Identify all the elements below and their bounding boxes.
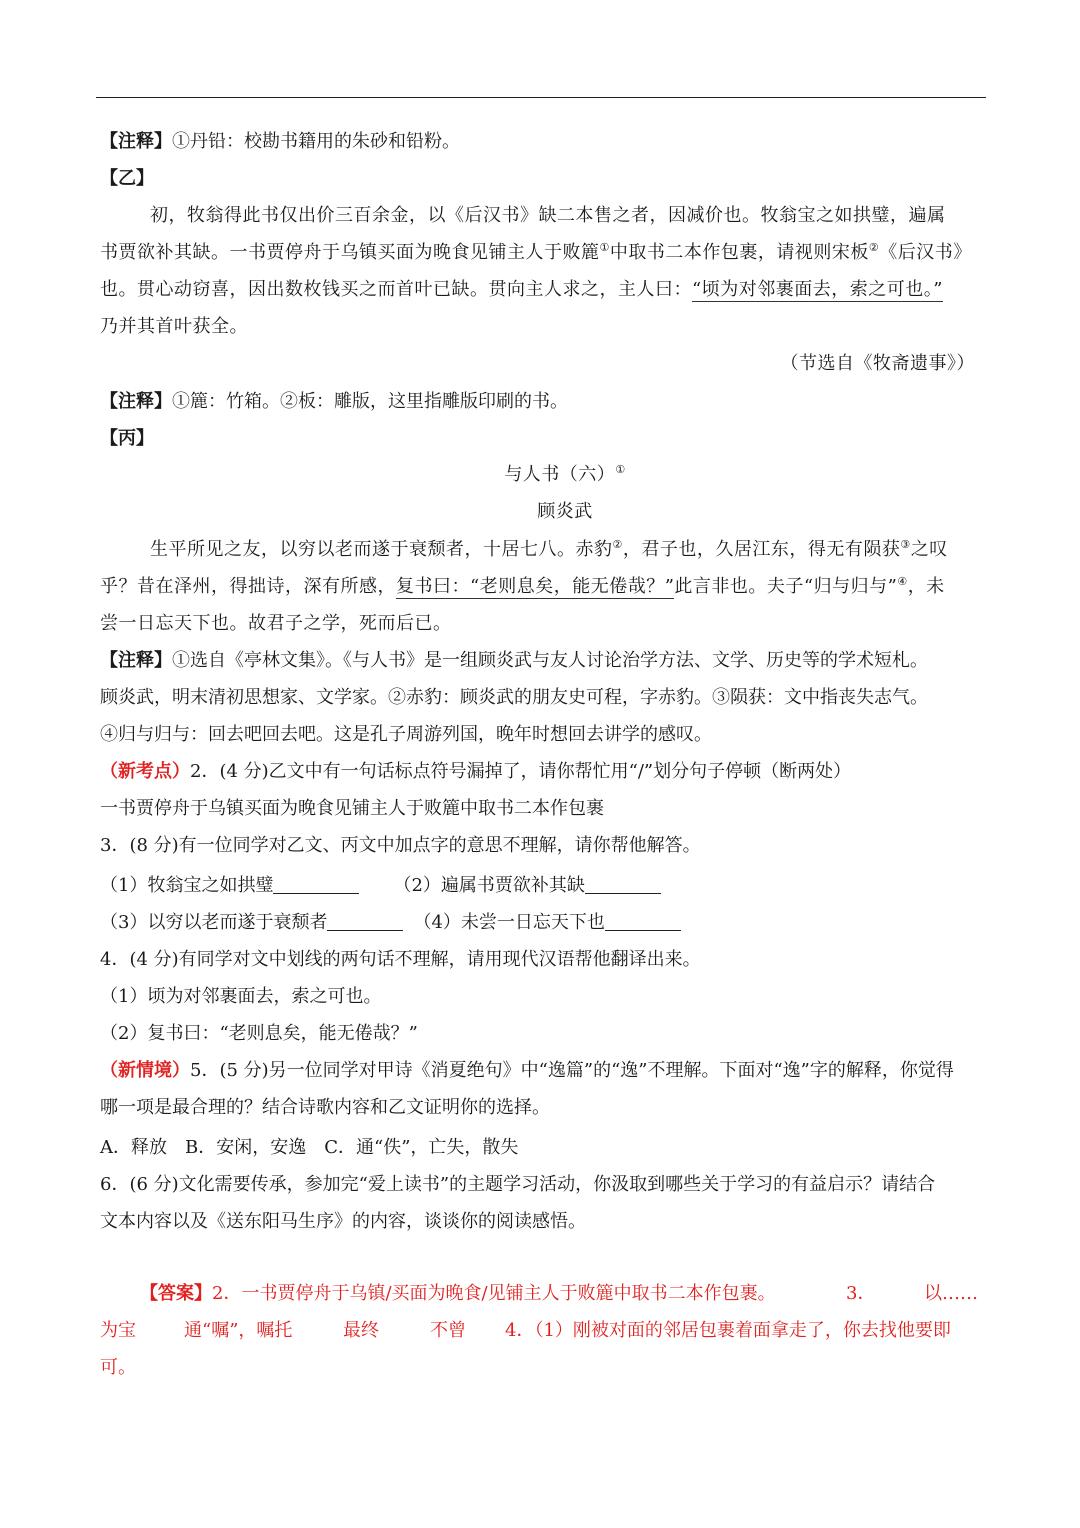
yi-source: （节选自《牧斋遗事》） (780, 353, 975, 374)
answer-item-d: 不曾 (430, 1320, 466, 1341)
question-2: （新考点）2．(4 分)乙文中有一句话标点符号漏掉了，请你帮忙用“/”划分句子停顿（断两处） (100, 761, 852, 782)
question-2-sentence: 一书贾停舟于乌镇买面为晚食见铺主人于败簏中取书二本作包裹 (100, 798, 604, 819)
note3-line1: 【注释】①选自《亭林文集》。《与人书》是一组顾炎武与友人讨论治学方法、文学、历史等的学术短札。 (100, 650, 928, 671)
new-point-tag: （新考点） (100, 761, 190, 782)
underlined-sentence-2: 复书曰：“老则息矣，能无倦哉？” (396, 576, 675, 597)
answer-blank[interactable] (605, 912, 681, 931)
answer-line1: 【答案】2．一书贾停舟于乌镇/买面为晚食/见铺主人于败簏中取书二本作包裹。 (140, 1283, 776, 1304)
underlined-sentence-1: “顷为对邻裹面去，索之可也。” (692, 279, 943, 300)
question-4-item1: （1）顷为对邻裹面去，索之可也。 (100, 986, 382, 1007)
yi-line3: 也。贯心动窃喜，因出数枚钱买之而首叶已缺。贯向主人求之，主人曰：“顷为对邻裹面去，索之可也。” (100, 279, 943, 300)
question-5-options: A．释放 B．安闲，安逸 C．通“佚”，亡失，散失 (100, 1137, 519, 1158)
note2: 【注释】①簏：竹箱。②板：雕版，这里指雕版印刷的书。 (100, 391, 568, 412)
question-3-row1: （1）牧翁宝之如拱璧 （2）遍属书贾欲补其缺 (100, 874, 661, 898)
bing-line3: 尝一日忘天下也。故君子之学，死而后已。 (100, 613, 452, 634)
question-5: （新情境）5．(5 分)另一位同学对甲诗《消夏绝句》中“逸篇”的“逸”不理解。下面对“逸”字的解释，你觉得 (100, 1060, 954, 1081)
answer-q3-label: 3． (846, 1283, 876, 1304)
question-3-row2: （3）以穷以老而遂于衰颓者 （4）未尝一日忘天下也 (100, 911, 681, 935)
bing-line1: 生平所见之友，以穷以老而遂于衰颓者，十居七八。赤豹②，君子也，久居江东，得无有陨获③之叹 (150, 538, 948, 560)
bing-heading: 【丙】 (100, 428, 154, 449)
answer-q3-part: 以…… (924, 1283, 978, 1304)
note3-line2: 顾炎武，明末清初思想家、文学家。②赤豹：顾炎武的朋友史可程，字赤豹。③陨获：文中指丧失志气。 (100, 687, 928, 708)
bing-title: 与人书（六）① (504, 463, 626, 485)
question-5-line2: 哪一项是最合理的？结合诗歌内容和乙文证明你的选择。 (100, 1097, 550, 1118)
question-6-line2: 文本内容以及《送东阳马生序》的内容，谈谈你的阅读感悟。 (100, 1211, 586, 1232)
yi-line1: 初，牧翁得此书仅出价三百余金，以《后汉书》缺二本售之者，因减价也。牧翁宝之如拱璧，遍属 (150, 205, 946, 226)
answer-blank[interactable] (273, 875, 359, 894)
question-3: 3．(8 分)有一位同学对乙文、丙文中加点字的意思不理解，请你帮他解答。 (100, 835, 701, 856)
yi-line2: 书贾欲补其缺。一书贾停舟于乌镇买面为晚食见铺主人于败簏①中取书二本作包裹，请视则宋板②《后汉书》 (100, 241, 972, 263)
question-4-item2: （2）复书曰：“老则息矣，能无倦哉？” (100, 1023, 418, 1044)
answer-blank[interactable] (585, 875, 661, 894)
question-6: 6．(6 分)文化需要传承，参加完“爱上读书”的主题学习活动，你汲取到哪些关于学习的有益启示？请结合 (100, 1174, 936, 1195)
bing-line2: 乎？昔在泽州，得拙诗，深有所感，复书曰：“老则息矣，能无倦哉？”此言非也。夫子“归与归与”④，未 (100, 575, 945, 597)
answer-blank[interactable] (327, 912, 403, 931)
answer-item-e: 4．（1）刚被对面的邻居包裹着面拿走了，你去找他要即 (505, 1320, 951, 1341)
yi-heading: 【乙】 (100, 168, 154, 189)
bing-author: 顾炎武 (537, 501, 593, 522)
note3-line3: ④归与归与：回去吧回去吧。这是孔子周游列国，晚年时想回去讲学的感叹。 (100, 724, 712, 745)
answer-item-a: 为宝 (100, 1320, 136, 1341)
answer-item-c: 最终 (343, 1320, 379, 1341)
header-rule (96, 97, 986, 98)
question-4: 4．(4 分)有同学对文中划线的两句话不理解，请用现代汉语帮他翻译出来。 (100, 949, 701, 970)
answer-line3: 可。 (100, 1357, 136, 1378)
answer-item-b: 通“嘱”，嘱托 (184, 1320, 293, 1341)
new-context-tag: （新情境） (100, 1060, 190, 1081)
answer-tag: 【答案】 (140, 1283, 212, 1304)
yi-line4: 乃并其首叶获全。 (100, 316, 248, 337)
note1: 【注释】①丹铅：校勘书籍用的朱砂和铅粉。 (100, 131, 460, 152)
